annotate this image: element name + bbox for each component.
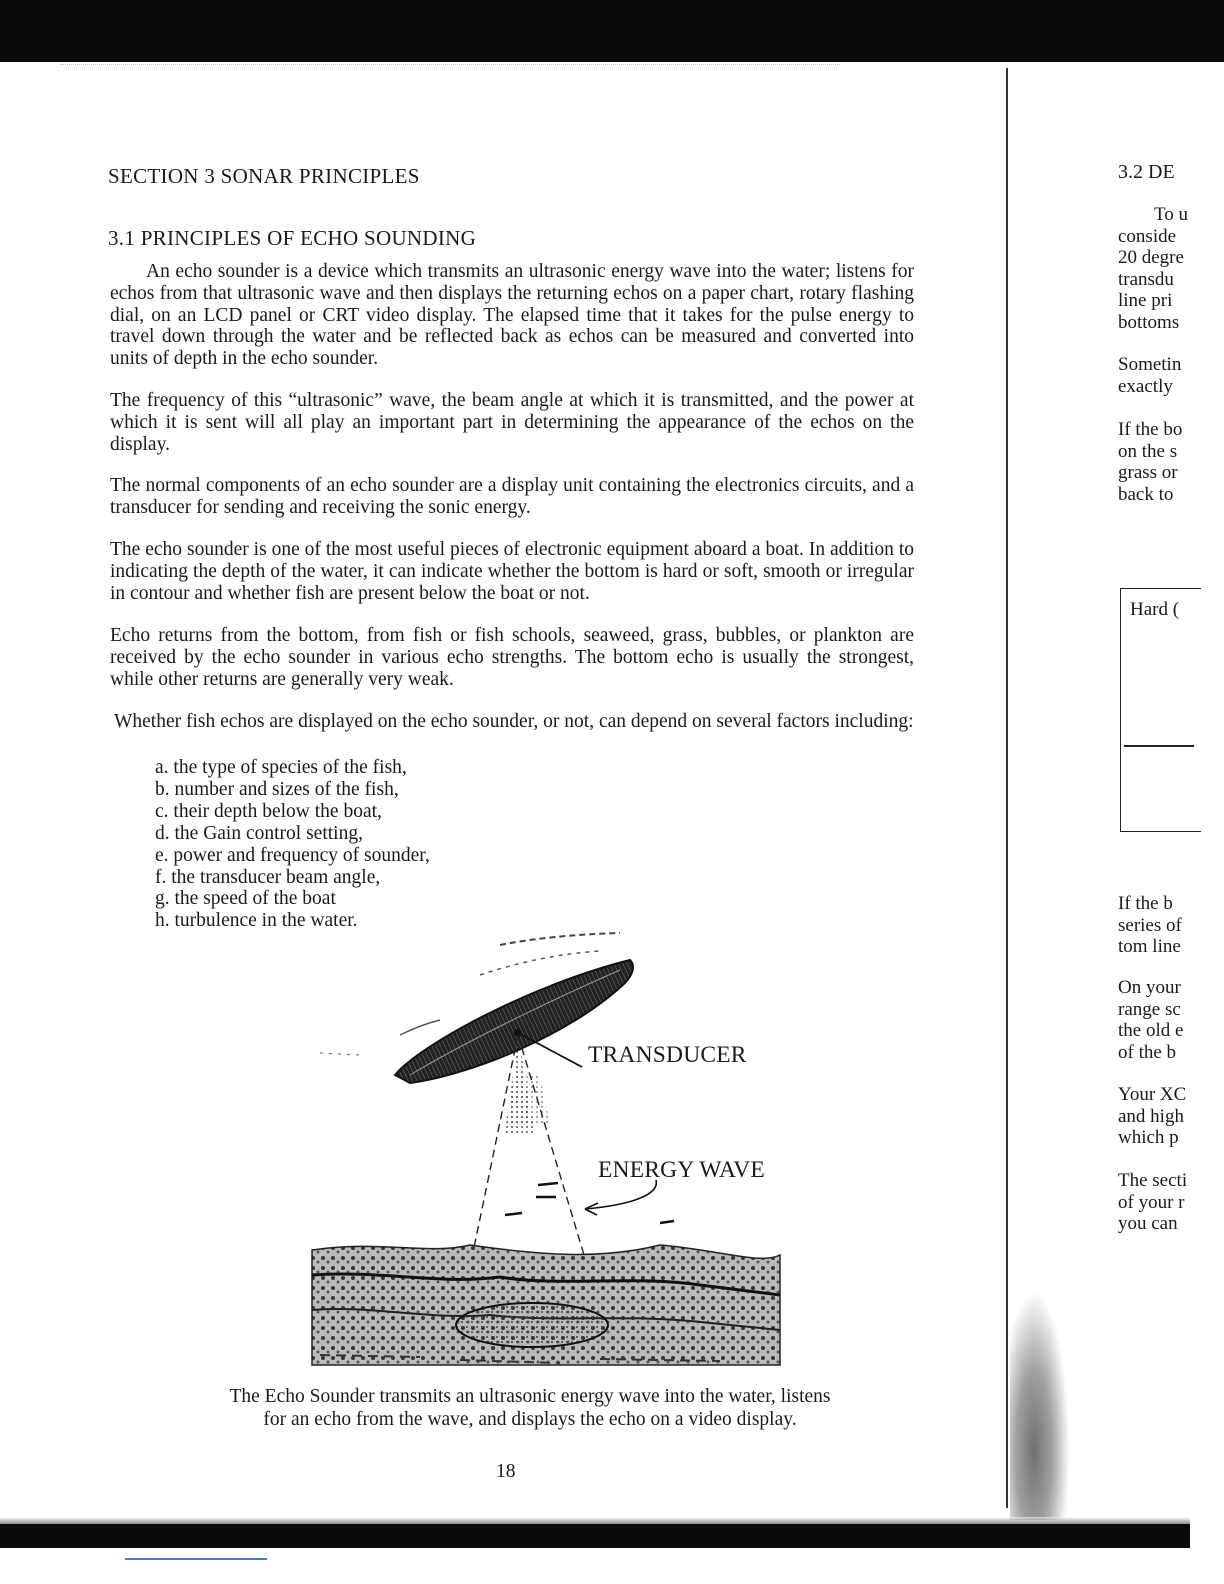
echo-sounder-drawing — [300, 925, 800, 1385]
bottom-type-diagram — [1120, 588, 1201, 832]
text-line: On your — [1118, 977, 1181, 998]
text-line: conside — [1118, 225, 1177, 247]
text-line: you can — [1118, 1213, 1178, 1234]
right-page-block-1 — [1118, 204, 1188, 333]
list-item: b. number and sizes of the fish, — [155, 778, 399, 800]
text-line: on the s — [1118, 440, 1178, 462]
text-line: of your r — [1118, 1191, 1185, 1213]
list-item: h. turbulence in the water. — [155, 910, 358, 932]
text-line: line pri — [1118, 290, 1173, 311]
page-number: 18 — [496, 1461, 516, 1482]
factors-list — [155, 757, 430, 932]
text-line: Your XC — [1118, 1084, 1187, 1105]
text-line: bottoms — [1118, 311, 1180, 333]
right-page-heading: 3.2 DE — [1118, 161, 1175, 183]
section-title: SECTION 3 SONAR PRINCIPLES — [108, 164, 420, 188]
right-page-block-2 — [1118, 354, 1181, 397]
paragraph-components: The normal components of an echo sounder are a display unit containing the electronics circuits, and a transducer for sending and receiving the sonic energy. — [110, 475, 914, 518]
transducer-label: TRANSDUCER — [588, 1042, 747, 1068]
text-line: exactly — [1118, 375, 1173, 397]
gutter-shadow — [1010, 1290, 1070, 1520]
list-item: c. their depth below the boat, — [155, 800, 382, 822]
figure-caption — [180, 1386, 880, 1431]
list-item: f. the transducer beam angle, — [155, 866, 381, 888]
scan-top-border — [0, 0, 1224, 62]
text-line: tom line — [1118, 936, 1181, 957]
paragraph-intro: An echo sounder is a device which transmits an ultrasonic energy wave into the water; listens for echos from that ultrasonic wave and then displays the returning echos on a paper chart, rotary flashing dial, on an LCD panel or CRT video display. The elapsed time that it takes for the pulse energy to travel down through the water and be reflected back as echos can be measured and converted into units of depth in the echo sounder. — [110, 261, 914, 370]
text-line: back to — [1118, 483, 1174, 505]
text-line: The secti — [1118, 1170, 1188, 1191]
paragraph-frequency: The frequency of this “ultrasonic” wave, the beam angle at which it is transmitted, and the power at which it is sent will all play an important part in determining the appearance of the echos on the display. — [110, 390, 914, 455]
text-line: and high — [1118, 1105, 1184, 1127]
caption-line: The Echo Sounder transmits an ultrasonic energy wave into the water, listens — [229, 1386, 831, 1407]
right-page-block-5 — [1118, 977, 1183, 1063]
right-page-block-4 — [1118, 893, 1182, 958]
page-gutter — [1006, 68, 1008, 1508]
paragraph-usefulness: The echo sounder is one of the most useful pieces of electronic equipment aboard a boat. In addition to indicating the depth of the water, it can indicate whether the bottom is hard or soft, smooth or irregular in contour and whether fish are present below the boat or not. — [110, 539, 914, 604]
scan-noise — [60, 64, 840, 68]
list-item: a. the type of species of the fish, — [155, 757, 407, 778]
right-page-block-6 — [1118, 1084, 1186, 1149]
scan-bottom-border — [0, 1524, 1190, 1548]
list-item: g. the speed of the boat — [155, 888, 336, 910]
text-line: of the b — [1118, 1041, 1177, 1063]
caption-line: for an echo from the wave, and displays the echo on a video display. — [263, 1408, 797, 1430]
text-line: which p — [1118, 1127, 1179, 1148]
text-line: series of — [1118, 914, 1182, 936]
text-line: the old e — [1118, 1020, 1184, 1041]
text-line: transdu — [1118, 268, 1174, 290]
right-page-block-7 — [1118, 1170, 1187, 1235]
text-line: If the bo — [1118, 419, 1183, 440]
paragraph-factors-intro: Whether fish echos are displayed on the echo sounder, or not, can depend on several factors including: — [114, 711, 914, 732]
text-line: Sometin — [1118, 354, 1182, 375]
list-item: e. power and frequency of sounder, — [155, 844, 430, 866]
diagram-bottom-line — [1124, 745, 1194, 747]
text-line: To u — [1154, 204, 1189, 225]
subsection-title: 3.1 PRINCIPLES OF ECHO SOUNDING — [108, 226, 477, 250]
blue-rule — [125, 1558, 267, 1560]
paragraph-echo-returns: Echo returns from the bottom, from fish or fish schools, seaweed, grass, bubbles, or plankton are received by the echo sounder in various echo strengths. The bottom echo is usually the strongest, while other returns are generally very weak. — [110, 625, 914, 690]
text-line: 20 degre — [1118, 247, 1184, 268]
text-line: range sc — [1118, 998, 1181, 1020]
right-page-block-3 — [1118, 419, 1182, 505]
text-line: If the b — [1118, 893, 1173, 914]
energy-wave-label: ENERGY WAVE — [598, 1157, 765, 1183]
echo-sounder-illustration — [300, 925, 800, 1385]
text-line: grass or — [1118, 462, 1178, 483]
diagram-label: Hard ( — [1130, 599, 1180, 620]
list-item: d. the Gain control setting, — [155, 822, 363, 844]
